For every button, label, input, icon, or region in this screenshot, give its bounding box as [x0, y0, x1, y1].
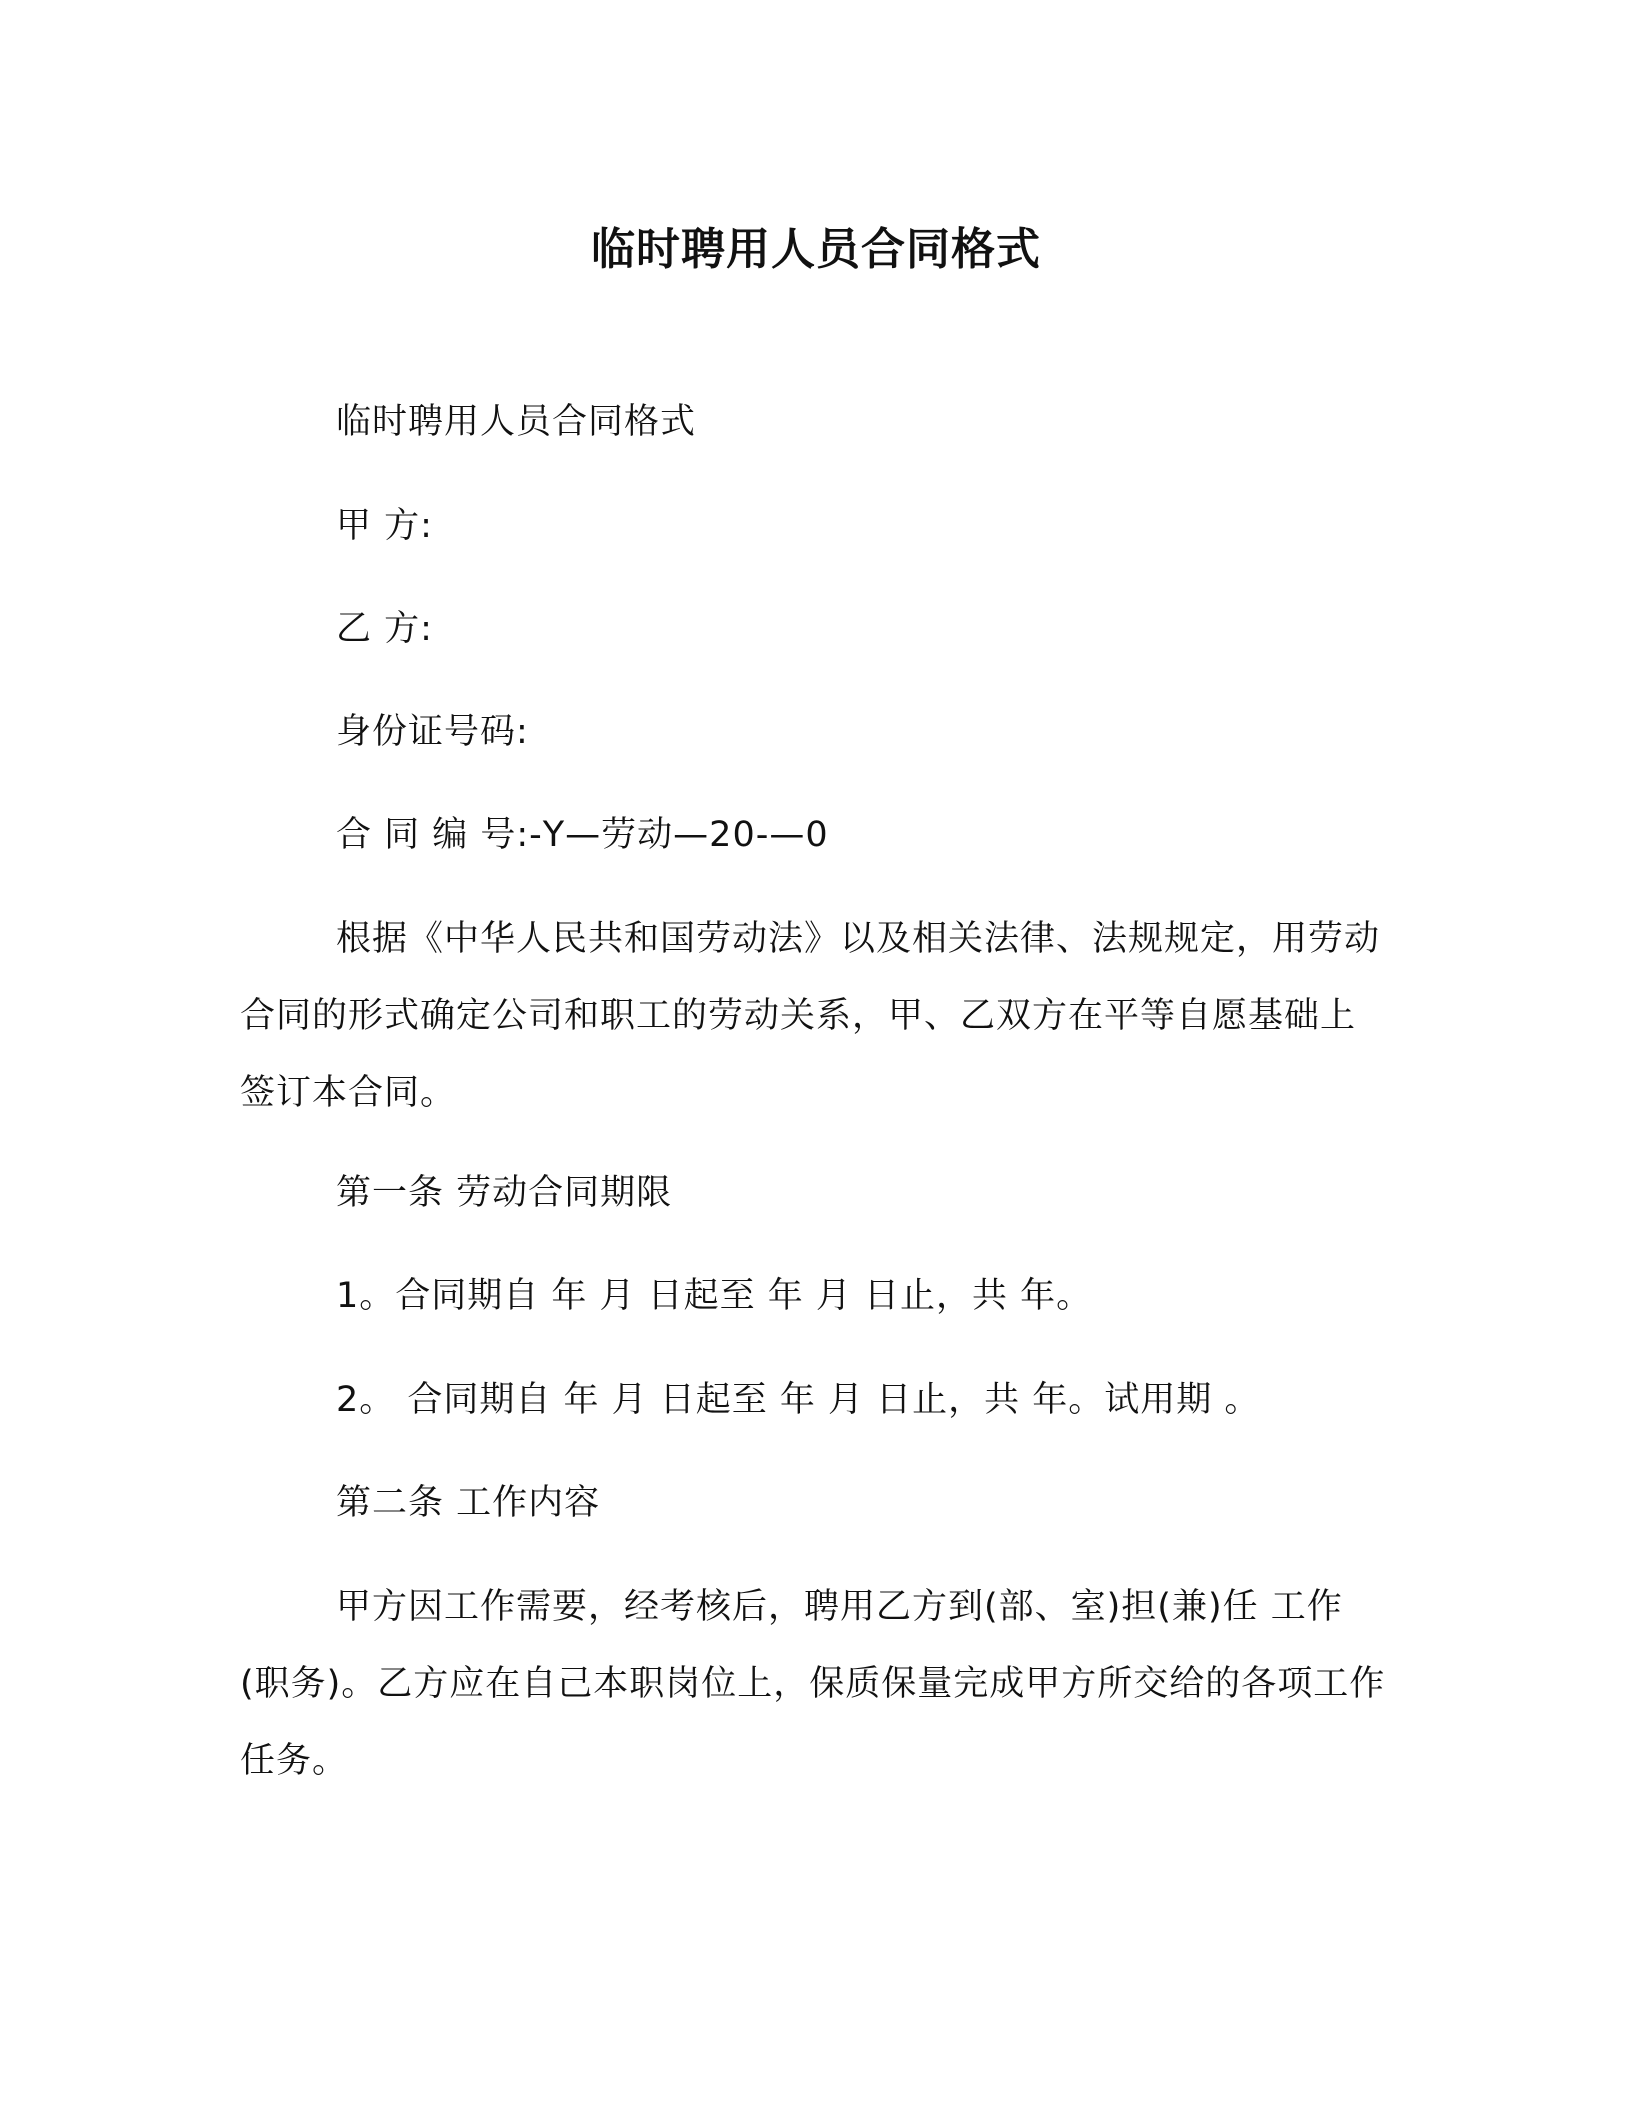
document-subtitle: 临时聘用人员合同格式 [336, 402, 697, 442]
article1-item1: 1。合同期自 年 月 日起至 年 月 日止，共 年。 [336, 1276, 1093, 1316]
document-title: 临时聘用人员合同格式 [591, 224, 1041, 275]
party-b-label: 乙 方: [336, 609, 433, 649]
party-a-label: 甲 方: [336, 506, 433, 546]
contract-number: 合 同 编 号:-Y—劳动—20-—0 [336, 815, 829, 855]
intro-paragraph: 根据《中华人民共和国劳动法》以及相关法律、法规规定，用劳动合同的形式确定公司和职工的劳动关系，甲、乙双方在平等自愿基础上签订本合同。 [240, 919, 1381, 1113]
article2-paragraph: 甲方因工作需要，经考核后，聘用乙方到(部、室)担(兼)任 工作(职务)。乙方应在自己本职岗位上，保质保量完成甲方所交给的各项工作任务。 [240, 1587, 1386, 1781]
id-number-label: 身份证号码: [336, 712, 529, 752]
article1-item2: 2。 合同期自 年 月 日起至 年 月 日止，共 年。试用期 。 [336, 1380, 1261, 1420]
article1-heading: 第一条 劳动合同期限 [336, 1173, 673, 1213]
article2-heading: 第二条 工作内容 [336, 1483, 601, 1523]
